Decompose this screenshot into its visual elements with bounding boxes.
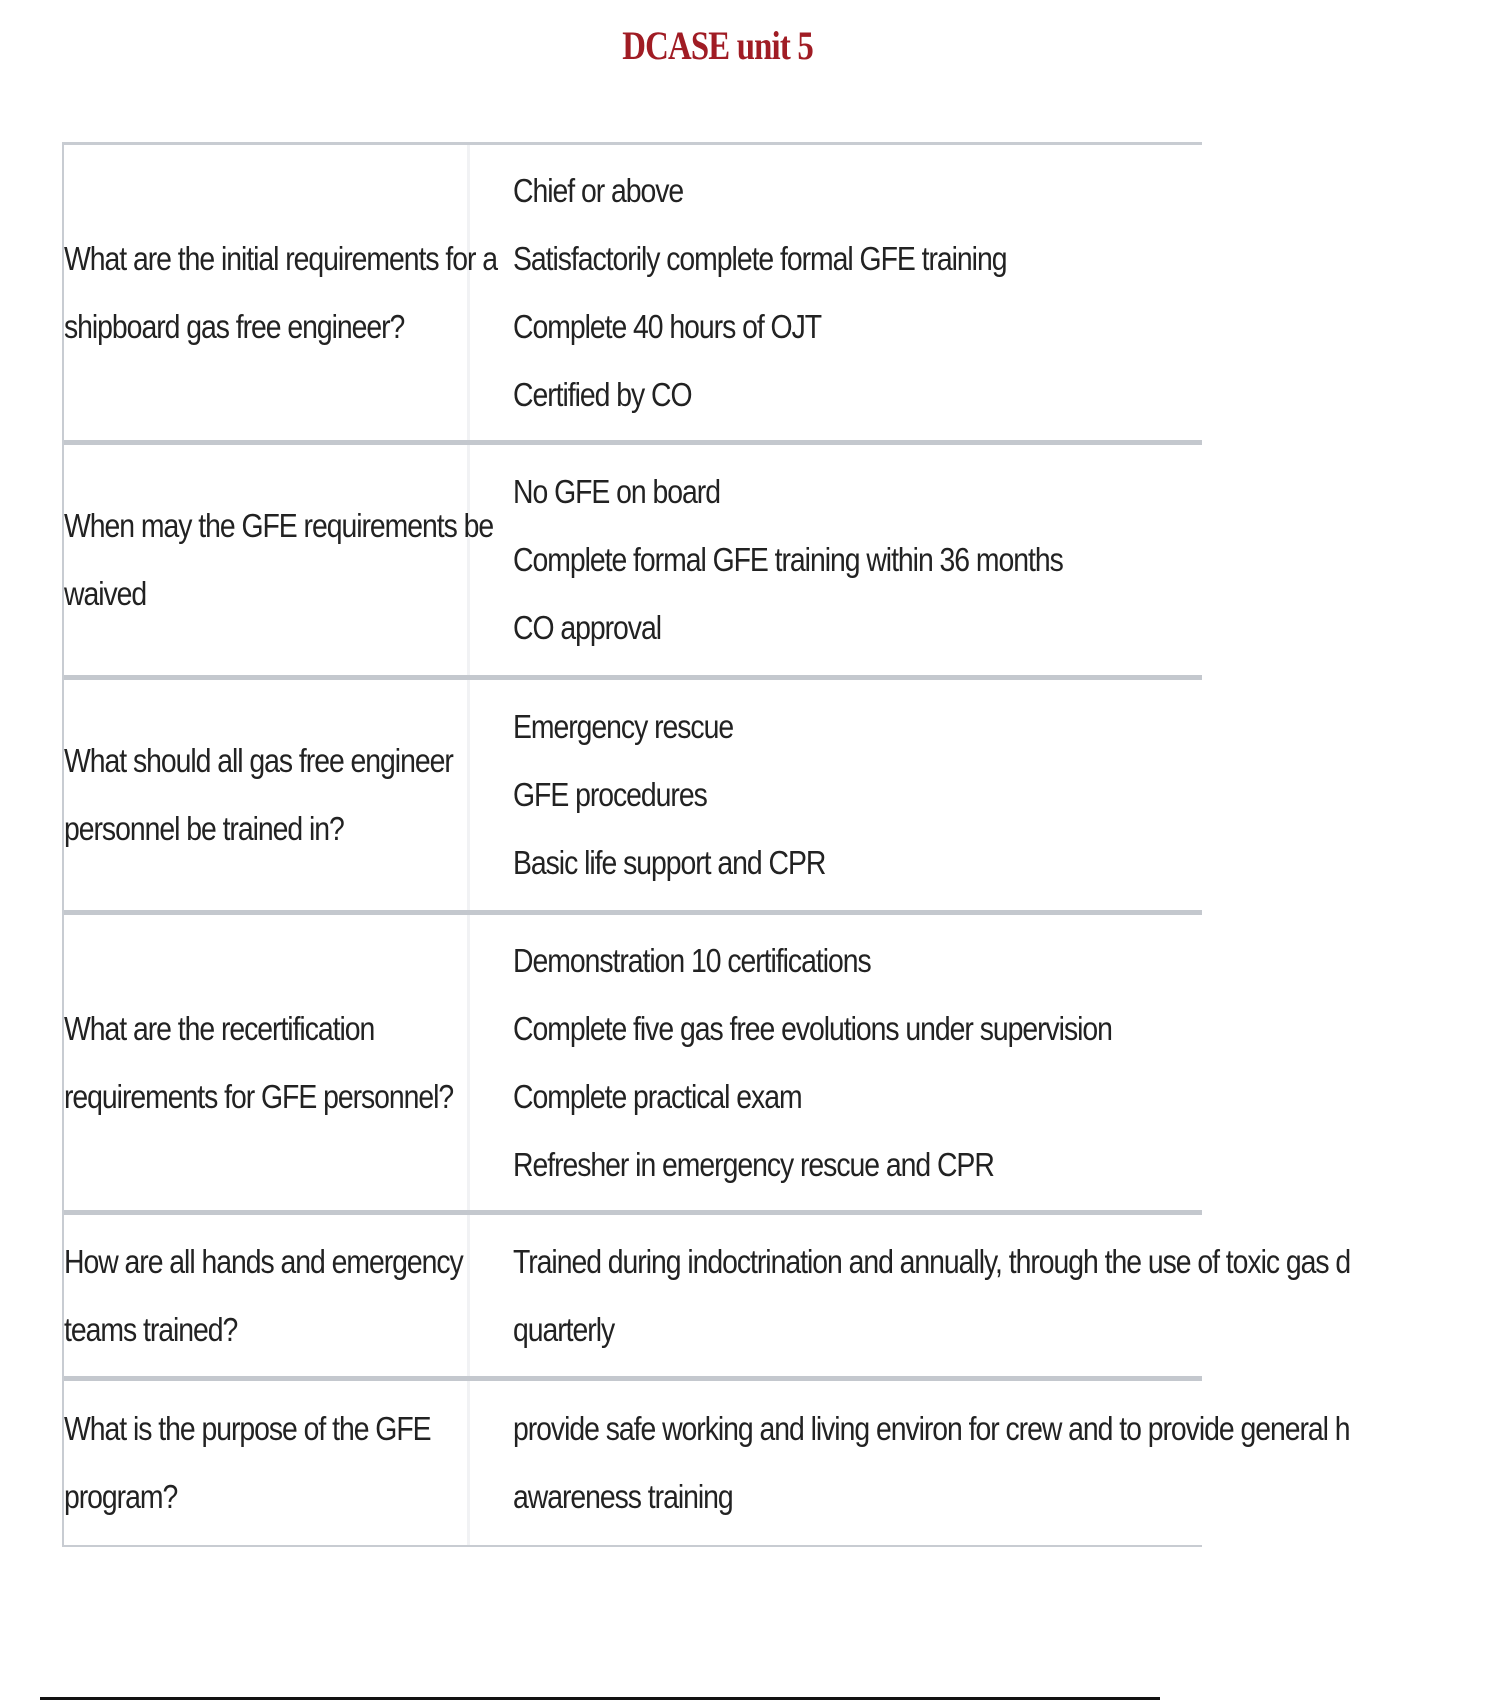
answer-line: Complete formal GFE training within 36 months [513,541,1063,578]
answer-line: Complete practical exam [513,1077,802,1115]
answer-line: Refresher in emergency rescue and CPR [513,1145,994,1183]
question-cell [64,145,497,440]
question-line: teams trained? [64,1310,238,1348]
answer-line: Basic life support and CPR [513,844,826,881]
question-line: How are all hands and emergency [64,1242,463,1280]
answer-line: Trained during indoctrination and annually, through the use of toxic gas d [513,1242,1351,1280]
question-line: What is the purpose of the GFE [64,1410,431,1447]
table-row [64,1215,1351,1381]
answer-line: Complete 40 hours of OJT [513,307,822,345]
answer-cell [470,1381,1486,1545]
answer-line: Chief or above [513,171,684,209]
question-cell [64,1381,470,1545]
answer-line: Demonstration 10 certifications [513,941,871,979]
table-row [64,915,1202,1215]
question-line: When may the GFE requirements be [64,507,494,544]
table-row [64,1381,1350,1545]
question-cell [64,1215,470,1376]
answer-cell [470,680,1202,910]
table-row [64,145,1202,445]
answer-cell [470,1215,1486,1376]
answer-line: Emergency rescue [513,708,734,745]
flashcard-table [62,142,1351,1547]
question-line: shipboard gas free engineer? [64,307,405,345]
question-line: What are the initial requirements for a [64,239,497,277]
question-cell [64,445,494,675]
answer-cell [470,915,1209,1210]
answer-line: CO approval [513,609,661,646]
question-line: What are the recertification [64,1009,375,1047]
question-line: What should all gas free engineer [64,742,453,779]
question-cell [64,680,470,910]
answer-cell [470,445,1202,675]
question-cell [64,915,470,1210]
page-title: DCASE unit 5 [622,23,813,68]
question-line: personnel be trained in? [64,810,344,847]
question-line: waived [64,575,147,612]
table-row [64,445,1202,680]
answer-cell [470,145,1202,440]
answer-line: awareness training [513,1478,733,1515]
answer-line: Certified by CO [513,375,692,413]
answer-line: Complete five gas free evolutions under supervision [513,1009,1112,1047]
answer-line: GFE procedures [513,776,707,813]
answer-line: No GFE on board [513,473,720,510]
question-line: program? [64,1478,178,1515]
answer-line: Satisfactorily complete formal GFE training [513,239,1007,277]
question-line: requirements for GFE personnel? [64,1077,454,1115]
answer-line: quarterly [513,1310,615,1348]
table-row [64,680,1202,915]
answer-line: provide safe working and living environ for crew and to provide general h [513,1410,1350,1447]
